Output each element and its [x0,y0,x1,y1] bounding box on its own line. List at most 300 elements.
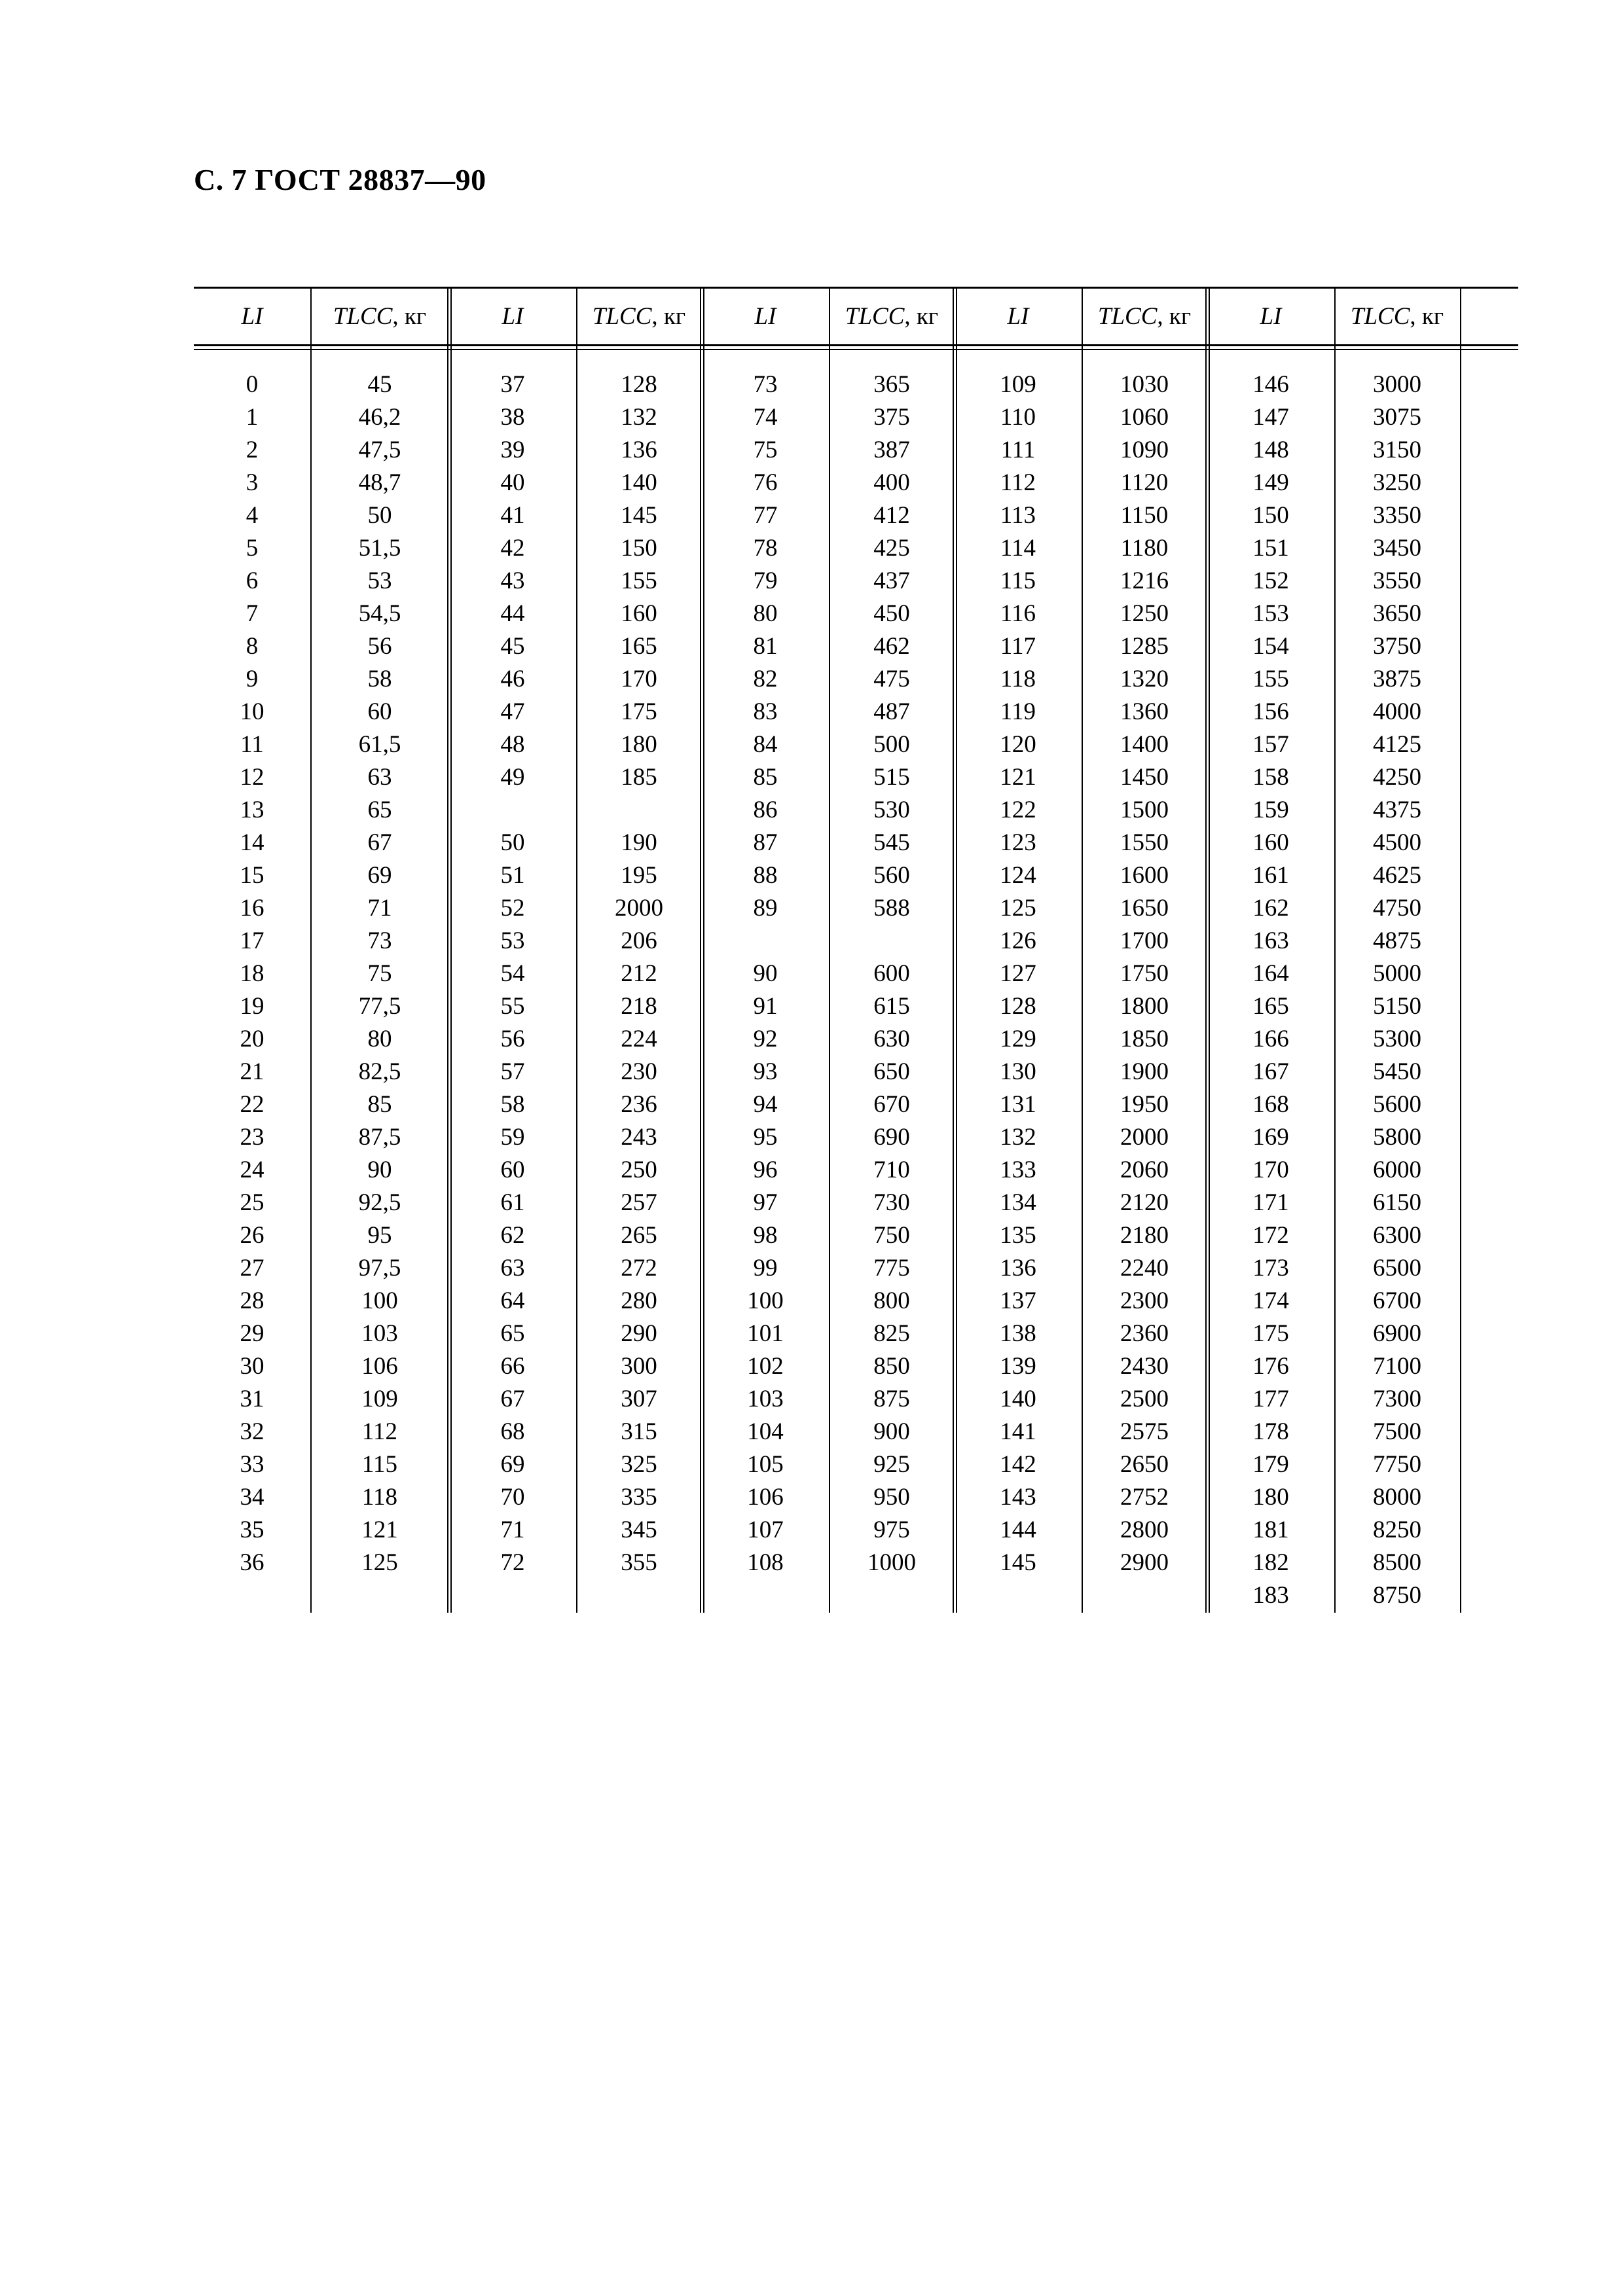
column-header-unit: , кг [1410,303,1444,330]
table-cell: 375 [873,404,910,431]
table-cell: 53 [500,927,525,954]
table-cell: 100 [747,1287,784,1314]
table-cell: 137 [1000,1287,1036,1314]
column-header [1334,295,1460,339]
table-cell: 26 [240,1222,264,1249]
table-cell: 180 [621,731,657,758]
table-cell: 5450 [1373,1058,1421,1085]
table-cell: 7300 [1373,1386,1421,1412]
table-cell: 181 [1252,1516,1289,1543]
table-cell: 1216 [1120,567,1169,594]
table-cell: 4125 [1373,731,1421,758]
column-header [310,295,449,339]
table-cell: 119 [1000,698,1036,725]
table-cell: 154 [1252,633,1289,660]
table-cell: 34 [240,1484,264,1511]
table-cell: 2575 [1120,1418,1169,1445]
table-top-rule [194,287,1518,289]
table-cell: 92 [753,1026,778,1052]
table-cell: 236 [621,1091,657,1118]
table-cell: 175 [1252,1320,1289,1347]
table-cell: 130 [1000,1058,1036,1085]
table-cell: 1090 [1120,437,1169,463]
table-cell: 102 [747,1353,784,1380]
table-cell: 31 [240,1386,264,1412]
column-header-unit: , кг [651,303,686,330]
column-header [576,295,702,339]
column-header-name: LI [1260,303,1282,330]
table-cell: 145 [621,502,657,529]
table-cell: 127 [1000,960,1036,987]
table-cell [702,925,829,958]
table-cell: 50 [500,829,525,856]
table-cell: 128 [621,371,657,398]
table-cell: 25 [240,1189,264,1216]
table-cell: 168 [1252,1091,1289,1118]
table-cell: 1150 [1120,502,1169,529]
table-cell: 600 [873,960,910,987]
table-cell: 1250 [1120,600,1169,627]
table-cell: 8000 [1373,1484,1421,1511]
table-cell: 30 [240,1353,264,1380]
table-cell: 60 [367,698,392,725]
table-cell: 4000 [1373,698,1421,725]
table-cell: 710 [873,1157,910,1183]
table-cell: 515 [873,764,910,791]
table-cell: 63 [500,1255,525,1282]
table-cell: 1120 [1120,469,1169,496]
table-cell: 0 [246,371,259,398]
table-cell: 46,2 [358,404,401,431]
table-cell: 182 [1252,1549,1289,1576]
table-cell: 7100 [1373,1353,1421,1380]
table-cell: 3 [246,469,259,496]
table-cell: 6900 [1373,1320,1421,1347]
table-cell: 5800 [1373,1124,1421,1151]
table-cell: 9 [246,666,259,692]
table-cell: 150 [621,535,657,562]
table-cell: 33 [240,1451,264,1478]
table-cell: 120 [1000,731,1036,758]
table-cell: 17 [240,927,264,954]
table-cell: 1285 [1120,633,1169,660]
table-cell: 3750 [1373,633,1421,660]
table-cell: 145 [1000,1549,1036,1576]
column-header-name: LI [754,303,776,330]
table-cell: 355 [621,1549,657,1576]
table-cell: 48 [500,731,525,758]
table-cell: 195 [621,862,657,889]
table-cell: 163 [1252,927,1289,954]
table-cell: 113 [1000,502,1036,529]
table-cell: 588 [873,895,910,922]
table-cell: 139 [1000,1353,1036,1380]
table-cell: 56 [367,633,392,660]
table-cell: 2900 [1120,1549,1169,1576]
table-cell: 2000 [615,895,663,922]
table-cell: 158 [1252,764,1289,791]
table-cell: 335 [621,1484,657,1511]
table-cell: 166 [1252,1026,1289,1052]
table-cell: 500 [873,731,910,758]
table-cell: 875 [873,1386,910,1412]
table-cell: 2800 [1120,1516,1169,1543]
table-cell: 118 [361,1484,398,1511]
table-cell: 107 [747,1516,784,1543]
table-cell: 2752 [1120,1484,1169,1511]
table-cell: 28 [240,1287,264,1314]
table-cell: 66 [500,1353,525,1380]
table-cell: 70 [500,1484,525,1511]
table-cell: 925 [873,1451,910,1478]
header-rule-second [194,349,1518,350]
table-cell: 6300 [1373,1222,1421,1249]
table-cell: 64 [500,1287,525,1314]
table-cell: 142 [1000,1451,1036,1478]
column-header-name: TLCC [1097,303,1158,330]
table-cell: 156 [1252,698,1289,725]
table-cell: 115 [1000,567,1036,594]
table-cell: 1400 [1120,731,1169,758]
page-header: С. 7 ГОСТ 28837—90 [194,163,486,196]
table-cell: 109 [361,1386,398,1412]
column-header [829,295,955,339]
table-cell: 325 [621,1451,657,1478]
table-cell: 15 [240,862,264,889]
table-cell: 14 [240,829,264,856]
column-header-unit: , кг [904,303,939,330]
table-cell: 96 [753,1157,778,1183]
table-cell: 630 [873,1026,910,1052]
table-cell: 56 [500,1026,525,1052]
table-cell: 650 [873,1058,910,1085]
table-cell: 61 [500,1189,525,1216]
table-cell: 1600 [1120,862,1169,889]
table-cell: 106 [361,1353,398,1380]
table-cell: 93 [753,1058,778,1085]
table-cell: 27 [240,1255,264,1282]
column-header [955,295,1082,339]
table-cell: 162 [1252,895,1289,922]
table-cell: 45 [500,633,525,660]
column-header-unit: , кг [392,303,427,330]
table-cell: 112 [1000,469,1036,496]
table-cell: 103 [747,1386,784,1412]
table-cell: 307 [621,1386,657,1412]
table-cell: 21 [240,1058,264,1085]
table-cell: 147 [1252,404,1289,431]
table-cell: 47 [500,698,525,725]
table-cell: 750 [873,1222,910,1249]
table-cell: 164 [1252,960,1289,987]
table-cell: 80 [367,1026,392,1052]
table-cell: 3875 [1373,666,1421,692]
table-cell: 12 [240,764,264,791]
table-cell: 58 [367,666,392,692]
table-cell: 67 [367,829,392,856]
table-cell: 50 [367,502,392,529]
table-cell: 172 [1252,1222,1289,1249]
table-cell: 125 [361,1549,398,1576]
table-cell: 545 [873,829,910,856]
table-cell: 2180 [1120,1222,1169,1249]
table-cell: 41 [500,502,525,529]
table-cell: 8750 [1373,1582,1421,1609]
table-cell: 4 [246,502,259,529]
table-cell: 118 [1000,666,1036,692]
table-cell: 74 [753,404,778,431]
table-cell: 475 [873,666,910,692]
table-cell: 177 [1252,1386,1289,1412]
table-cell: 108 [747,1549,784,1576]
table-cell: 68 [500,1418,525,1445]
table-cell: 88 [753,862,778,889]
column-header-name: LI [1007,303,1029,330]
table-cell: 72 [500,1549,525,1576]
table-cell: 81 [753,633,778,660]
table-cell: 1500 [1120,797,1169,823]
table-cell: 183 [1252,1582,1289,1609]
table-cell: 6700 [1373,1287,1421,1314]
table-cell: 40 [500,469,525,496]
table-cell: 155 [1252,666,1289,692]
table-cell: 35 [240,1516,264,1543]
table-cell: 131 [1000,1091,1036,1118]
table-cell: 11 [240,731,264,758]
table-cell: 425 [873,535,910,562]
table-cell: 44 [500,600,525,627]
table-cell: 86 [753,797,778,823]
table-cell: 825 [873,1320,910,1347]
table-cell: 105 [747,1451,784,1478]
table-cell: 3250 [1373,469,1421,496]
table-cell: 560 [873,862,910,889]
column-header-name: TLCC [592,303,652,330]
table-cell: 615 [873,993,910,1020]
table-cell: 437 [873,567,910,594]
table-cell: 69 [500,1451,525,1478]
table-cell: 46 [500,666,525,692]
table-cell: 250 [621,1157,657,1183]
table-cell: 900 [873,1418,910,1445]
table-cell: 160 [621,600,657,627]
table-cell: 117 [1000,633,1036,660]
table-cell: 4750 [1373,895,1421,922]
table-cell: 135 [1000,1222,1036,1249]
table-cell: 4250 [1373,764,1421,791]
table-cell: 71 [500,1516,525,1543]
table-cell: 300 [621,1353,657,1380]
table-cell: 90 [367,1157,392,1183]
table-cell: 4625 [1373,862,1421,889]
table-cell: 690 [873,1124,910,1151]
table-cell: 1060 [1120,404,1169,431]
table-cell: 1750 [1120,960,1169,987]
table-cell: 73 [367,927,392,954]
table-cell: 151 [1252,535,1289,562]
table-cell: 116 [1000,600,1036,627]
table-cell: 43 [500,567,525,594]
table-cell: 36 [240,1549,264,1576]
table-cell: 2240 [1120,1255,1169,1282]
column-header-name: TLCC [333,303,393,330]
table-cell: 155 [621,567,657,594]
table-cell [829,925,955,958]
table-cell: 3150 [1373,437,1421,463]
table-cell: 450 [873,600,910,627]
table-cell: 530 [873,797,910,823]
table-cell: 10 [240,698,264,725]
table-cell: 59 [500,1124,525,1151]
table-cell: 1700 [1120,927,1169,954]
table-cell: 2360 [1120,1320,1169,1347]
table-cell: 16 [240,895,264,922]
table-cell: 125 [1000,895,1036,922]
table-cell: 89 [753,895,778,922]
table-cell: 365 [873,371,910,398]
table-cell: 243 [621,1124,657,1151]
table-cell: 76 [753,469,778,496]
table-cell: 1450 [1120,764,1169,791]
table-cell: 110 [1000,404,1036,431]
table-cell: 176 [1252,1353,1289,1380]
table-cell: 6000 [1373,1157,1421,1183]
table-cell: 23 [240,1124,264,1151]
table-cell: 62 [500,1222,525,1249]
table-cell: 185 [621,764,657,791]
table-cell: 8 [246,633,259,660]
table-cell: 730 [873,1189,910,1216]
table-cell: 5000 [1373,960,1421,987]
table-cell: 1000 [867,1549,916,1576]
table-cell: 212 [621,960,657,987]
table-cell: 79 [753,567,778,594]
table-cell: 400 [873,469,910,496]
table-cell: 134 [1000,1189,1036,1216]
table-cell: 136 [1000,1255,1036,1282]
table-cell: 29 [240,1320,264,1347]
table-cell: 161 [1252,862,1289,889]
table-cell: 128 [1000,993,1036,1020]
table-cell: 101 [747,1320,784,1347]
table-cell: 90 [753,960,778,987]
table-cell: 387 [873,437,910,463]
table-cell: 2000 [1120,1124,1169,1151]
table-cell: 123 [1000,829,1036,856]
table-cell: 54 [500,960,525,987]
table-cell: 160 [1252,829,1289,856]
table-cell: 2650 [1120,1451,1169,1478]
table-cell: 22 [240,1091,264,1118]
table-cell: 230 [621,1058,657,1085]
table-cell: 2300 [1120,1287,1169,1314]
table-cell: 5600 [1373,1091,1421,1118]
table-cell: 99 [753,1255,778,1282]
table-cell: 670 [873,1091,910,1118]
table-cell: 60 [500,1157,525,1183]
table-cell: 95 [753,1124,778,1151]
table-cell: 53 [367,567,392,594]
table-cell: 57 [500,1058,525,1085]
table-cell: 18 [240,960,264,987]
table-cell: 77 [753,502,778,529]
table-cell: 5 [246,535,259,562]
header-rule [194,344,1518,346]
table-cell: 3550 [1373,567,1421,594]
table-cell: 8500 [1373,1549,1421,1576]
table-cell: 94 [753,1091,778,1118]
table-cell: 257 [621,1189,657,1216]
column-header-name: LI [501,303,524,330]
table-cell: 4500 [1373,829,1421,856]
table-cell: 112 [361,1418,398,1445]
table-cell: 37 [500,371,525,398]
table-cell: 3650 [1373,600,1421,627]
table-cell: 52 [500,895,525,922]
table-cell: 138 [1000,1320,1036,1347]
table-cell: 3350 [1373,502,1421,529]
table-cell: 153 [1252,600,1289,627]
table-cell: 165 [1252,993,1289,1020]
table-cell: 140 [1000,1386,1036,1412]
table-cell: 280 [621,1287,657,1314]
table-cell: 124 [1000,862,1036,889]
table-cell: 63 [367,764,392,791]
table-cell: 173 [1252,1255,1289,1282]
table-cell: 5300 [1373,1026,1421,1052]
table-cell: 132 [621,404,657,431]
column-header-unit: , кг [1157,303,1192,330]
table-cell: 190 [621,829,657,856]
column-header-name: TLCC [845,303,905,330]
table-cell: 170 [1252,1157,1289,1183]
table-cell: 38 [500,404,525,431]
table-cell: 75 [367,960,392,987]
table-cell: 3075 [1373,404,1421,431]
table-cell: 54,5 [358,600,401,627]
table-right-rule [1460,287,1461,1613]
column-header-name: LI [241,303,263,330]
table-cell: 69 [367,862,392,889]
table-cell: 126 [1000,927,1036,954]
table-cell: 1360 [1120,698,1169,725]
table-cell: 224 [621,1026,657,1052]
table-cell: 2500 [1120,1386,1169,1412]
table-cell: 4375 [1373,797,1421,823]
column-header-name: TLCC [1350,303,1410,330]
table-cell: 159 [1252,797,1289,823]
table-cell: 1550 [1120,829,1169,856]
table-cell: 2 [246,437,259,463]
column-header [1082,295,1207,339]
table-cell: 2120 [1120,1189,1169,1216]
table-cell: 148 [1252,437,1289,463]
table-cell: 1650 [1120,895,1169,922]
table-cell: 24 [240,1157,264,1183]
table-cell: 179 [1252,1451,1289,1478]
table-cell: 5150 [1373,993,1421,1020]
table-cell: 800 [873,1287,910,1314]
table-cell: 143 [1000,1484,1036,1511]
table-cell: 1900 [1120,1058,1169,1085]
table-cell: 73 [753,371,778,398]
table-cell: 78 [753,535,778,562]
table-cell: 1800 [1120,993,1169,1020]
table-cell: 169 [1252,1124,1289,1151]
table-cell: 75 [753,437,778,463]
table-cell: 6 [246,567,259,594]
table-cell: 950 [873,1484,910,1511]
